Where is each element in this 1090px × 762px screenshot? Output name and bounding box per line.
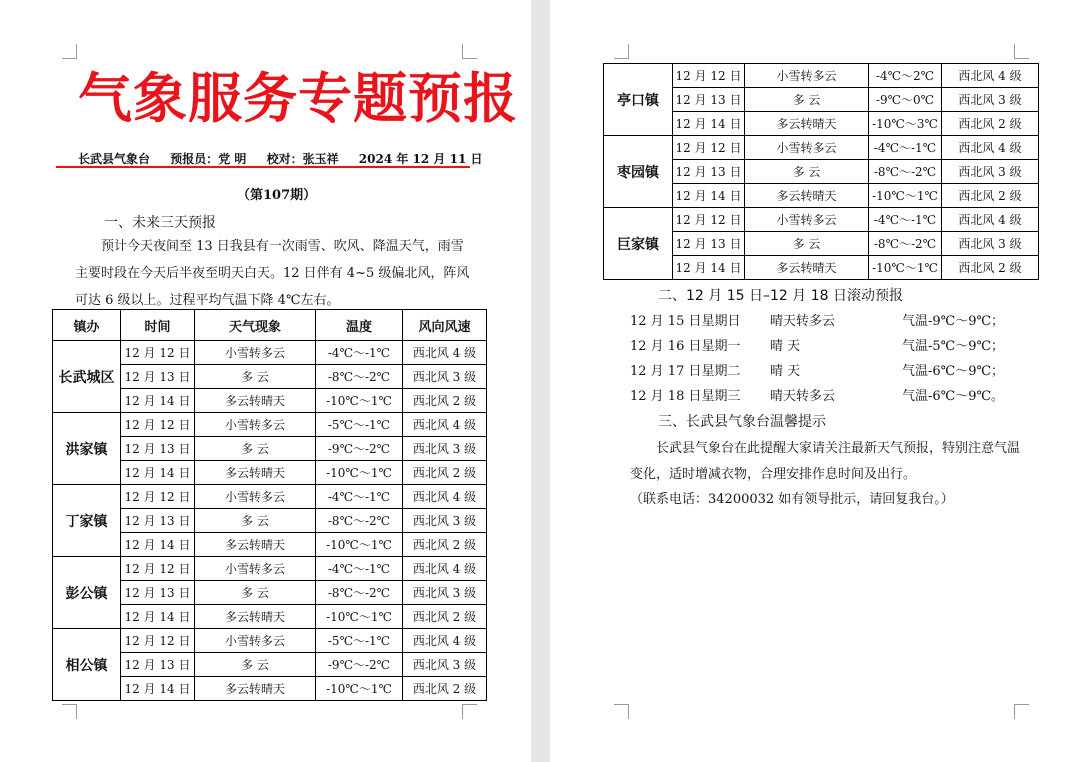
wind-cell: 西北风 3 级 <box>403 581 487 605</box>
date-cell: 12 月 13 日 <box>673 88 745 112</box>
crop-mark <box>614 704 629 719</box>
temp-cell: -8℃～-2℃ <box>869 160 942 184</box>
rolling-weather: 晴天转多云 <box>770 314 836 329</box>
wind-cell: 西北风 4 级 <box>403 485 487 509</box>
byline <box>78 150 498 167</box>
issue-number: （第107期） <box>237 188 317 203</box>
section1-text: 预计今天夜间至 13 日我县有一次雨雪、吹风、降温天气，雨雪主要时段在今天后半夜至明天白天。12 日伴有 4~5 级偏北风，阵风可达 6 级以上。过程平均气温下降 4℃左右。 <box>75 239 470 308</box>
date-cell: 12 月 13 日 <box>673 160 745 184</box>
weather-cell: 小雪转多云 <box>195 341 316 365</box>
forecast-table-right <box>603 63 1039 280</box>
header-wind: 风向风速 <box>403 310 487 341</box>
town-name: 相公镇 <box>53 629 121 701</box>
temp-cell: -10℃～1℃ <box>869 184 942 208</box>
weather-cell: 多云转晴天 <box>195 533 316 557</box>
crop-mark <box>62 704 77 719</box>
temp-cell: -10℃～1℃ <box>316 461 403 485</box>
table-row <box>53 413 487 437</box>
date-cell: 12 月 13 日 <box>121 365 195 389</box>
byline-date: 2024 年 12 月 11 日 <box>358 152 483 166</box>
table-row <box>604 208 1039 232</box>
temp-cell: -4℃～-1℃ <box>316 341 403 365</box>
wind-cell: 西北风 2 级 <box>942 112 1039 136</box>
red-rule <box>56 166 470 168</box>
temp-cell: -4℃～-1℃ <box>316 485 403 509</box>
header-town: 镇办 <box>53 310 121 341</box>
weather-cell: 多云转晴天 <box>745 112 869 136</box>
wind-cell: 西北风 3 级 <box>403 365 487 389</box>
date-cell: 12 月 13 日 <box>673 232 745 256</box>
wind-cell: 西北风 3 级 <box>942 88 1039 112</box>
temp-cell: -4℃～-1℃ <box>869 208 942 232</box>
date-cell: 12 月 14 日 <box>121 605 195 629</box>
rolling-date: 12 月 18 日星期三 <box>630 389 741 404</box>
date-cell: 12 月 14 日 <box>121 677 195 701</box>
wind-cell: 西北风 4 级 <box>403 341 487 365</box>
header-temp: 温度 <box>316 310 403 341</box>
temp-cell: -8℃～-2℃ <box>316 509 403 533</box>
weather-cell: 多 云 <box>195 653 316 677</box>
temp-cell: -9℃～0℃ <box>869 88 942 112</box>
rolling-row <box>630 335 1022 354</box>
date-cell: 12 月 14 日 <box>121 533 195 557</box>
temp-cell: -9℃～-2℃ <box>316 437 403 461</box>
weather-cell: 多 云 <box>745 88 869 112</box>
section3-text: 长武县气象台在此提醒大家请关注最新天气预报，特别注意气温变化，适时增减衣物，合理安排作息时间及出行。 <box>630 441 1021 482</box>
rolling-temp: 气温-9℃～9℃； <box>902 314 1005 329</box>
date-cell: 12 月 13 日 <box>121 437 195 461</box>
town-name: 亭口镇 <box>604 64 673 136</box>
date-cell: 12 月 14 日 <box>673 112 745 136</box>
weather-cell: 小雪转多云 <box>745 136 869 160</box>
date-cell: 12 月 14 日 <box>121 389 195 413</box>
rolling-temp: 气温-5℃～9℃； <box>902 339 1005 354</box>
page-gap <box>531 0 550 762</box>
table-header-row <box>53 310 487 341</box>
town-name: 洪家镇 <box>53 413 121 485</box>
date-cell: 12 月 13 日 <box>121 509 195 533</box>
weather-cell: 小雪转多云 <box>195 629 316 653</box>
town-name: 枣园镇 <box>604 136 673 208</box>
crop-mark <box>1014 704 1029 719</box>
wind-cell: 西北风 4 级 <box>403 557 487 581</box>
town-name: 彭公镇 <box>53 557 121 629</box>
weather-cell: 多 云 <box>195 509 316 533</box>
weather-cell: 多 云 <box>745 232 869 256</box>
town-name: 巨家镇 <box>604 208 673 280</box>
rolling-date: 12 月 15 日星期日 <box>630 314 741 329</box>
rolling-date: 12 月 17 日星期二 <box>630 364 741 379</box>
date-cell: 12 月 12 日 <box>673 136 745 160</box>
temp-cell: -4℃～-1℃ <box>316 557 403 581</box>
weather-cell: 多云转晴天 <box>745 256 869 280</box>
date-cell: 12 月 12 日 <box>121 413 195 437</box>
weather-cell: 多云转晴天 <box>745 184 869 208</box>
weather-cell: 多云转晴天 <box>195 389 316 413</box>
weather-cell: 小雪转多云 <box>195 485 316 509</box>
weather-cell: 小雪转多云 <box>745 208 869 232</box>
temp-cell: -5℃～-1℃ <box>316 413 403 437</box>
date-cell: 12 月 12 日 <box>121 341 195 365</box>
date-cell: 12 月 14 日 <box>673 184 745 208</box>
temp-cell: -10℃～1℃ <box>316 389 403 413</box>
wind-cell: 西北风 4 级 <box>942 64 1039 88</box>
date-cell: 12 月 12 日 <box>673 208 745 232</box>
town-name: 长武城区 <box>53 341 121 413</box>
temp-cell: -5℃～-1℃ <box>316 629 403 653</box>
rolling-weather: 晴 天 <box>770 364 801 379</box>
wind-cell: 西北风 4 级 <box>942 208 1039 232</box>
table-row <box>53 557 487 581</box>
wind-cell: 西北风 2 级 <box>403 533 487 557</box>
table-row <box>53 629 487 653</box>
temp-cell: -10℃～3℃ <box>869 112 942 136</box>
contact-line: （联系电话：34200032 如有领导批示，请回复我台。） <box>630 492 954 507</box>
wind-cell: 西北风 4 级 <box>403 629 487 653</box>
temp-cell: -8℃～-2℃ <box>316 581 403 605</box>
byline-forecaster: 预报员：党 明 <box>170 152 247 166</box>
rolling-weather: 晴 天 <box>770 339 801 354</box>
wind-cell: 西北风 2 级 <box>403 389 487 413</box>
header-time: 时间 <box>121 310 195 341</box>
rolling-temp: 气温-6℃～9℃。 <box>902 389 1005 404</box>
wind-cell: 西北风 3 级 <box>403 437 487 461</box>
weather-cell: 多 云 <box>745 160 869 184</box>
wind-cell: 西北风 2 级 <box>403 677 487 701</box>
date-cell: 12 月 13 日 <box>121 653 195 677</box>
wind-cell: 西北风 3 级 <box>942 232 1039 256</box>
wind-cell: 西北风 3 级 <box>403 509 487 533</box>
temp-cell: -8℃～-2℃ <box>869 232 942 256</box>
section1-heading: 一、未来三天预报 <box>104 215 216 231</box>
wind-cell: 西北风 2 级 <box>403 605 487 629</box>
weather-cell: 小雪转多云 <box>745 64 869 88</box>
date-cell: 12 月 12 日 <box>121 557 195 581</box>
temp-cell: -4℃～-1℃ <box>869 136 942 160</box>
forecast-table-left <box>52 309 487 701</box>
crop-mark <box>462 44 477 59</box>
table-body <box>604 64 1039 280</box>
temp-cell: -10℃～1℃ <box>316 533 403 557</box>
byline-station: 长武县气象台 <box>78 152 151 166</box>
temp-cell: -8℃～-2℃ <box>316 365 403 389</box>
rolling-row <box>630 310 1022 329</box>
temp-cell: -10℃～1℃ <box>316 677 403 701</box>
weather-cell: 多 云 <box>195 581 316 605</box>
rolling-row <box>630 385 1022 404</box>
section2-heading: 二、12 月 15 日–12 月 18 日滚动预报 <box>658 288 903 304</box>
date-cell: 12 月 13 日 <box>121 581 195 605</box>
wind-cell: 西北风 3 级 <box>403 653 487 677</box>
rolling-weather: 晴天转多云 <box>770 389 836 404</box>
table-body <box>53 341 487 701</box>
temp-cell: -10℃～1℃ <box>869 256 942 280</box>
wind-cell: 西北风 4 级 <box>403 413 487 437</box>
rolling-row <box>630 360 1022 379</box>
date-cell: 12 月 12 日 <box>121 485 195 509</box>
weather-cell: 多云转晴天 <box>195 605 316 629</box>
table-row <box>53 485 487 509</box>
weather-cell: 多云转晴天 <box>195 677 316 701</box>
weather-cell: 多 云 <box>195 365 316 389</box>
weather-cell: 多云转晴天 <box>195 461 316 485</box>
section3-heading: 三、长武县气象台温馨提示 <box>658 414 826 430</box>
weather-cell: 多 云 <box>195 437 316 461</box>
date-cell: 12 月 14 日 <box>121 461 195 485</box>
wind-cell: 西北风 4 级 <box>942 136 1039 160</box>
weather-cell: 小雪转多云 <box>195 413 316 437</box>
wind-cell: 西北风 2 级 <box>942 184 1039 208</box>
wind-cell: 西北风 2 级 <box>403 461 487 485</box>
byline-checker: 校对：张玉祥 <box>266 152 339 166</box>
crop-mark <box>614 44 629 59</box>
table-row <box>53 341 487 365</box>
temp-cell: -10℃～1℃ <box>316 605 403 629</box>
doc-title: 气象服务专题预报 <box>78 67 518 130</box>
crop-mark <box>1014 44 1029 59</box>
date-cell: 12 月 12 日 <box>673 64 745 88</box>
temp-cell: -4℃～2℃ <box>869 64 942 88</box>
date-cell: 12 月 14 日 <box>673 256 745 280</box>
crop-mark <box>62 44 77 59</box>
rolling-temp: 气温-6℃～9℃； <box>902 364 1005 379</box>
table-row <box>604 64 1039 88</box>
header-weather: 天气现象 <box>195 310 316 341</box>
rolling-date: 12 月 16 日星期一 <box>630 339 741 354</box>
table-row <box>604 136 1039 160</box>
crop-mark <box>462 704 477 719</box>
wind-cell: 西北风 3 级 <box>942 160 1039 184</box>
temp-cell: -9℃～-2℃ <box>316 653 403 677</box>
wind-cell: 西北风 2 级 <box>942 256 1039 280</box>
date-cell: 12 月 12 日 <box>121 629 195 653</box>
town-name: 丁家镇 <box>53 485 121 557</box>
weather-cell: 小雪转多云 <box>195 557 316 581</box>
